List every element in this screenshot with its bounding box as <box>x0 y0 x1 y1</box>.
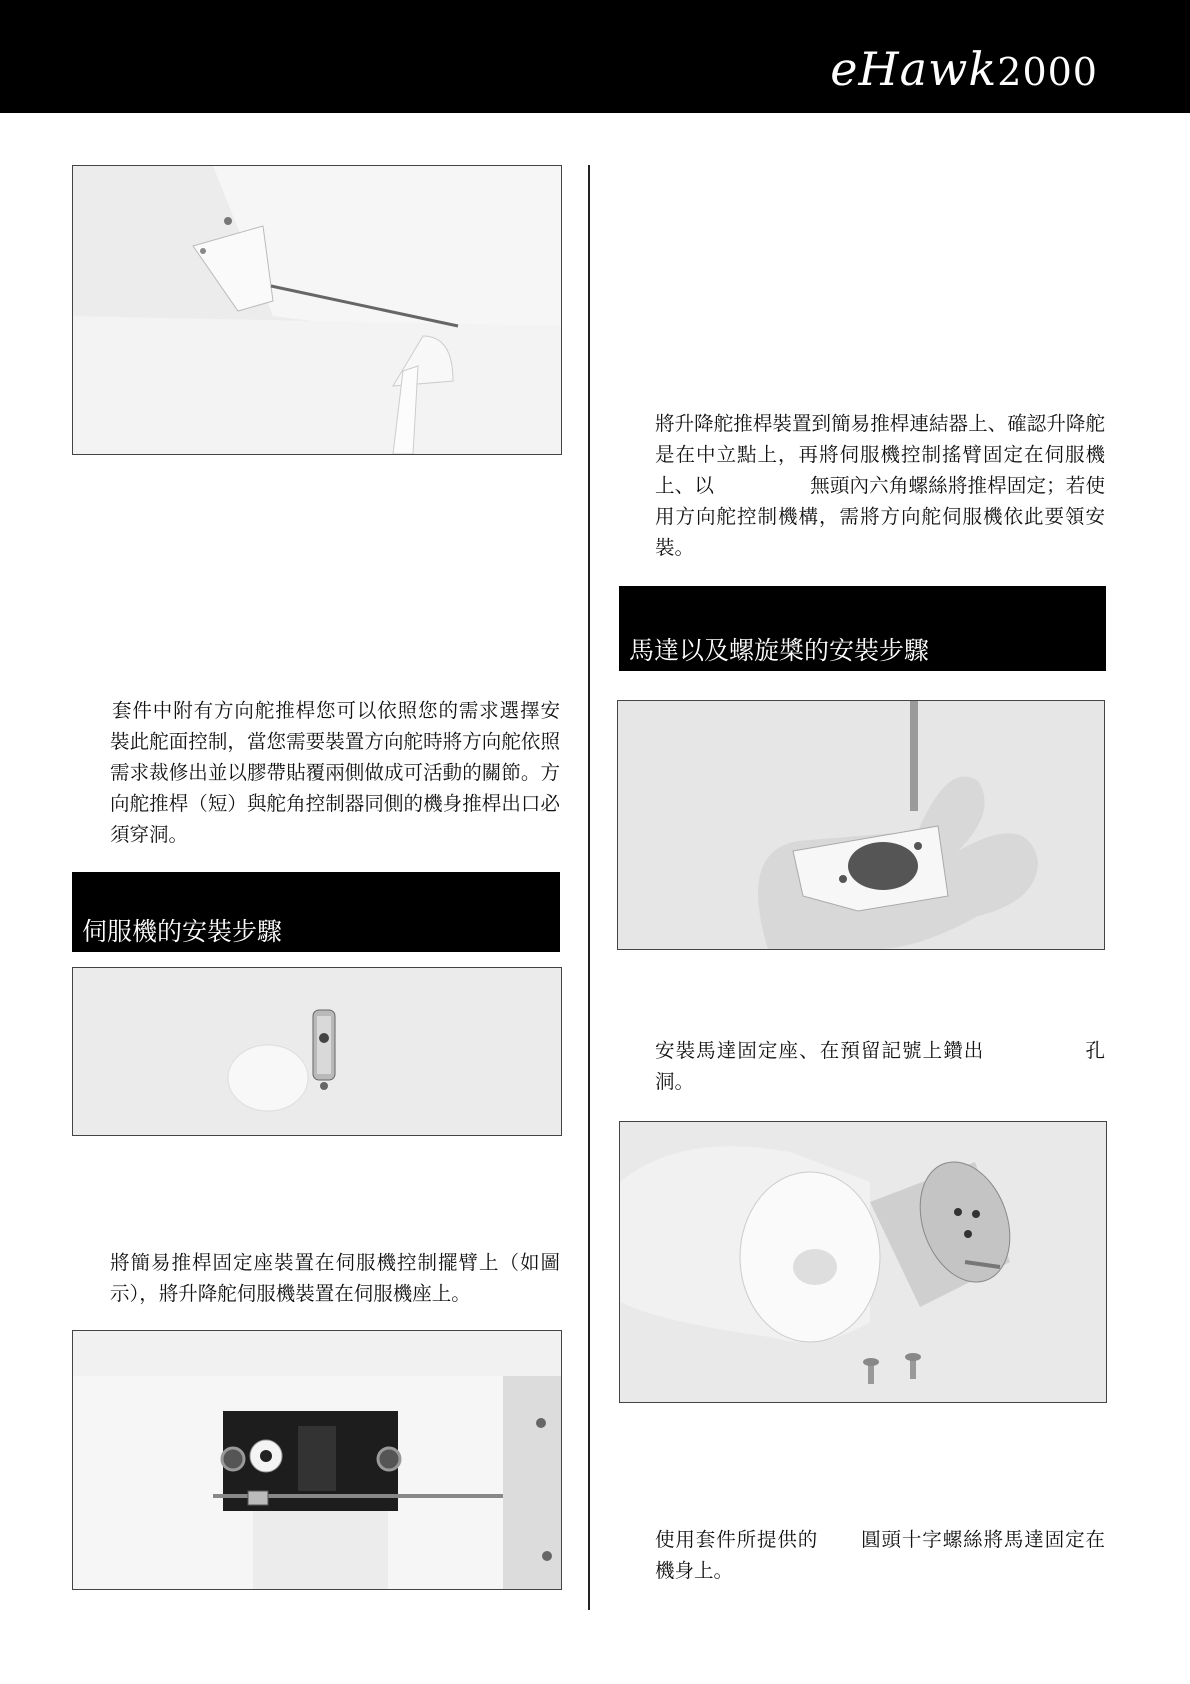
logo-name: Hawk <box>858 42 998 96</box>
brand-logo <box>830 42 1098 96</box>
elevator-paragraph-a: 將升降舵推桿裝置到簡易推桿連結器上、確認升降舵是在中立點上，再將伺服機控制搖臂固定在伺服機上、以 <box>655 412 1105 497</box>
header-bar <box>0 0 1190 113</box>
logo-prefix: e <box>830 42 859 96</box>
column-divider <box>588 165 590 1610</box>
elevator-paragraph <box>655 408 1105 563</box>
drill-paragraph-a: 安裝馬達固定座、在預留記號上鑽出 <box>655 1039 985 1062</box>
servo-paragraph: 將簡易推桿固定座裝置在伺服機控制擺臂上（如圖示），將升降舵伺服機裝置在伺服機座上。 <box>110 1251 560 1305</box>
drill-paragraph-b: 孔洞。 <box>655 1039 1105 1093</box>
servo-section-header <box>72 872 560 952</box>
rudder-pushrod-photo <box>72 165 562 455</box>
elevator-paragraph-b: 無頭內六角螺絲將推桿固定；若使用方向舵控制機構，需將方向舵伺服機依此要領安裝。 <box>655 474 1105 559</box>
drill-paragraph <box>655 1035 1105 1097</box>
rudder-paragraph: 套件中附有方向舵推桿您可以依照您的需求選擇安裝此舵面控制，當您需要裝置方向舵時將方向舵依照需求裁修出並以膠帶貼覆兩側做成可活動的關節。方向舵推桿（短）與舵角控制器同側的機身推桿出口必須穿洞。 <box>110 699 560 846</box>
motor-mount-drilling-photo <box>617 700 1105 950</box>
servo-section-title: 伺服機的安裝步驟 <box>82 917 283 946</box>
servo-in-mount-photo <box>72 1330 562 1590</box>
motor-and-nose-photo <box>619 1121 1107 1403</box>
logo-number: 2000 <box>997 50 1098 94</box>
screw-paragraph-a: 使用套件所提供的 <box>655 1528 819 1551</box>
motor-section-header <box>619 586 1106 671</box>
motor-section-title: 馬達以及螺旋槳的安裝步驟 <box>629 636 930 665</box>
screw-paragraph <box>655 1524 1105 1586</box>
screw-paragraph-b: 圓頭十字螺絲將馬達固定在機身上。 <box>655 1528 1105 1582</box>
servo-arm-connector-photo <box>72 967 562 1136</box>
